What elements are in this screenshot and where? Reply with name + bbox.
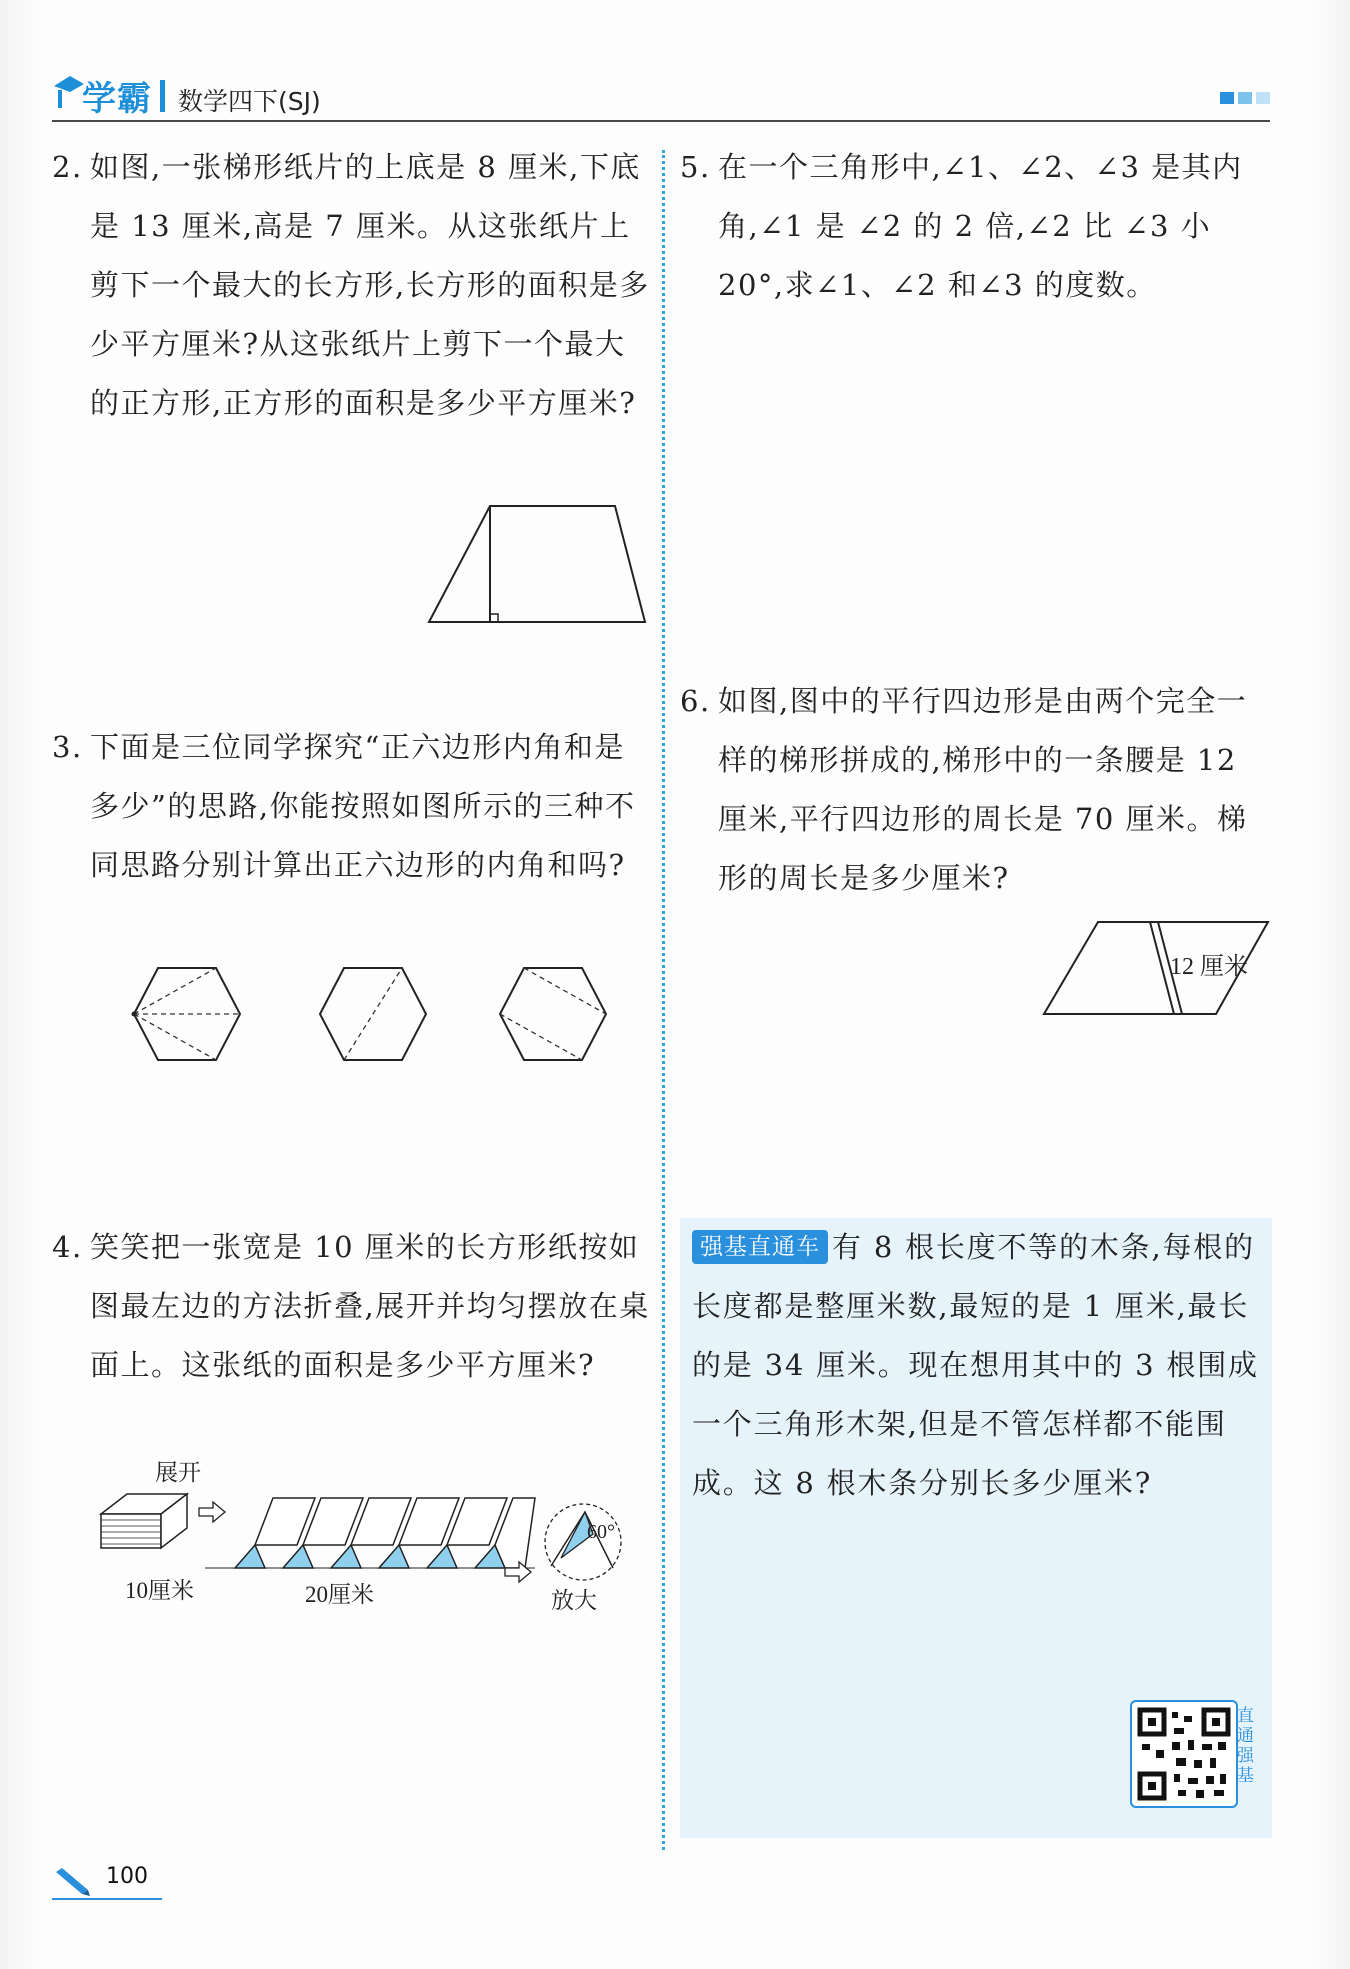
page-header — [52, 66, 1270, 124]
challenge-badge: 强基直通车 — [692, 1230, 828, 1264]
hexagon-method-3 — [500, 968, 606, 1060]
qr-label: 直通强基 — [1237, 1706, 1254, 1786]
question-text: 下面是三位同学探究“正六边形内角和是多少”的思路,你能按照如图所示的三种不同思路分别计算出正六边形的内角和吗? — [90, 730, 636, 882]
question-3 — [52, 718, 652, 895]
question-number: 2. — [52, 150, 83, 184]
challenge-text: 有 8 根长度不等的木条,每根的长度都是整厘米数,最短的是 1 厘米,最长的是 34 厘米。现在想用其中的 3 根围成一个三角形木架,但是不管怎样都不能围成。这 8 根木条分别长多少厘米? — [692, 1230, 1259, 1500]
paper-stack — [101, 1494, 187, 1548]
qr-code-icon[interactable] — [1130, 1700, 1238, 1808]
header-rule — [52, 120, 1270, 122]
challenge-text-block — [692, 1218, 1267, 1513]
unfold-label: 展开 — [155, 1460, 201, 1485]
column-divider — [662, 150, 665, 1850]
question-number: 6. — [680, 684, 711, 718]
parallelogram-figure — [1040, 918, 1275, 1018]
hexagon-figures — [128, 962, 628, 1067]
brand-logo — [52, 66, 152, 124]
width-label: 10厘米 — [125, 1578, 194, 1603]
graduation-cap-icon — [52, 72, 86, 112]
angle-label: 60° — [587, 1521, 615, 1543]
question-5 — [680, 138, 1270, 315]
folded-paper-figure — [95, 1450, 655, 1620]
question-number: 4. — [52, 1230, 83, 1264]
question-4 — [52, 1218, 652, 1395]
question-2 — [52, 138, 652, 433]
unfolded-strip — [235, 1498, 535, 1568]
header-decoration — [1220, 92, 1270, 104]
footer-rule — [52, 1898, 162, 1900]
hexagon-method-2 — [320, 968, 426, 1060]
arrow-icon — [199, 1502, 225, 1522]
question-text: 如图,一张梯形纸片的上底是 8 厘米,下底是 13 厘米,高是 7 厘米。从这张纸片上剪下一个最大的长方形,长方形的面积是多少平方厘米?从这张纸片上剪下一个最大的正方形,正方形的面积是多少平方厘米? — [90, 150, 650, 420]
side-label: 12 厘米 — [1170, 954, 1248, 980]
trapezoid-figure — [425, 500, 655, 625]
pencil-icon — [52, 1866, 92, 1896]
page-footer — [52, 1860, 162, 1900]
logo-text: 学霸 — [82, 78, 152, 119]
question-text: 在一个三角形中,∠1、∠2、∠3 是其内角,∠1 是 ∠2 的 2 倍,∠2 比 ∠3 小 20°,求∠1、∠2 和∠3 的度数。 — [718, 150, 1243, 302]
question-6 — [680, 672, 1270, 908]
question-number: 5. — [680, 150, 711, 184]
zoom-label: 放大 — [551, 1588, 597, 1613]
length-label: 20厘米 — [305, 1582, 374, 1607]
question-text: 笑笑把一张宽是 10 厘米的长方形纸按如图最左边的方法折叠,展开并均匀摆放在桌面上。这张纸的面积是多少平方厘米? — [90, 1230, 650, 1382]
question-number: 3. — [52, 730, 83, 764]
book-title: 数学四下(SJ) — [178, 87, 321, 116]
header-separator — [160, 80, 165, 112]
hexagon-method-1 — [132, 968, 241, 1060]
page-number: 100 — [106, 1864, 148, 1889]
question-text: 如图,图中的平行四边形是由两个完全一样的梯形拼成的,梯形中的一条腰是 12 厘米,平行四边形的周长是 70 厘米。梯形的周长是多少厘米? — [718, 684, 1248, 895]
zoom-detail — [545, 1504, 621, 1580]
